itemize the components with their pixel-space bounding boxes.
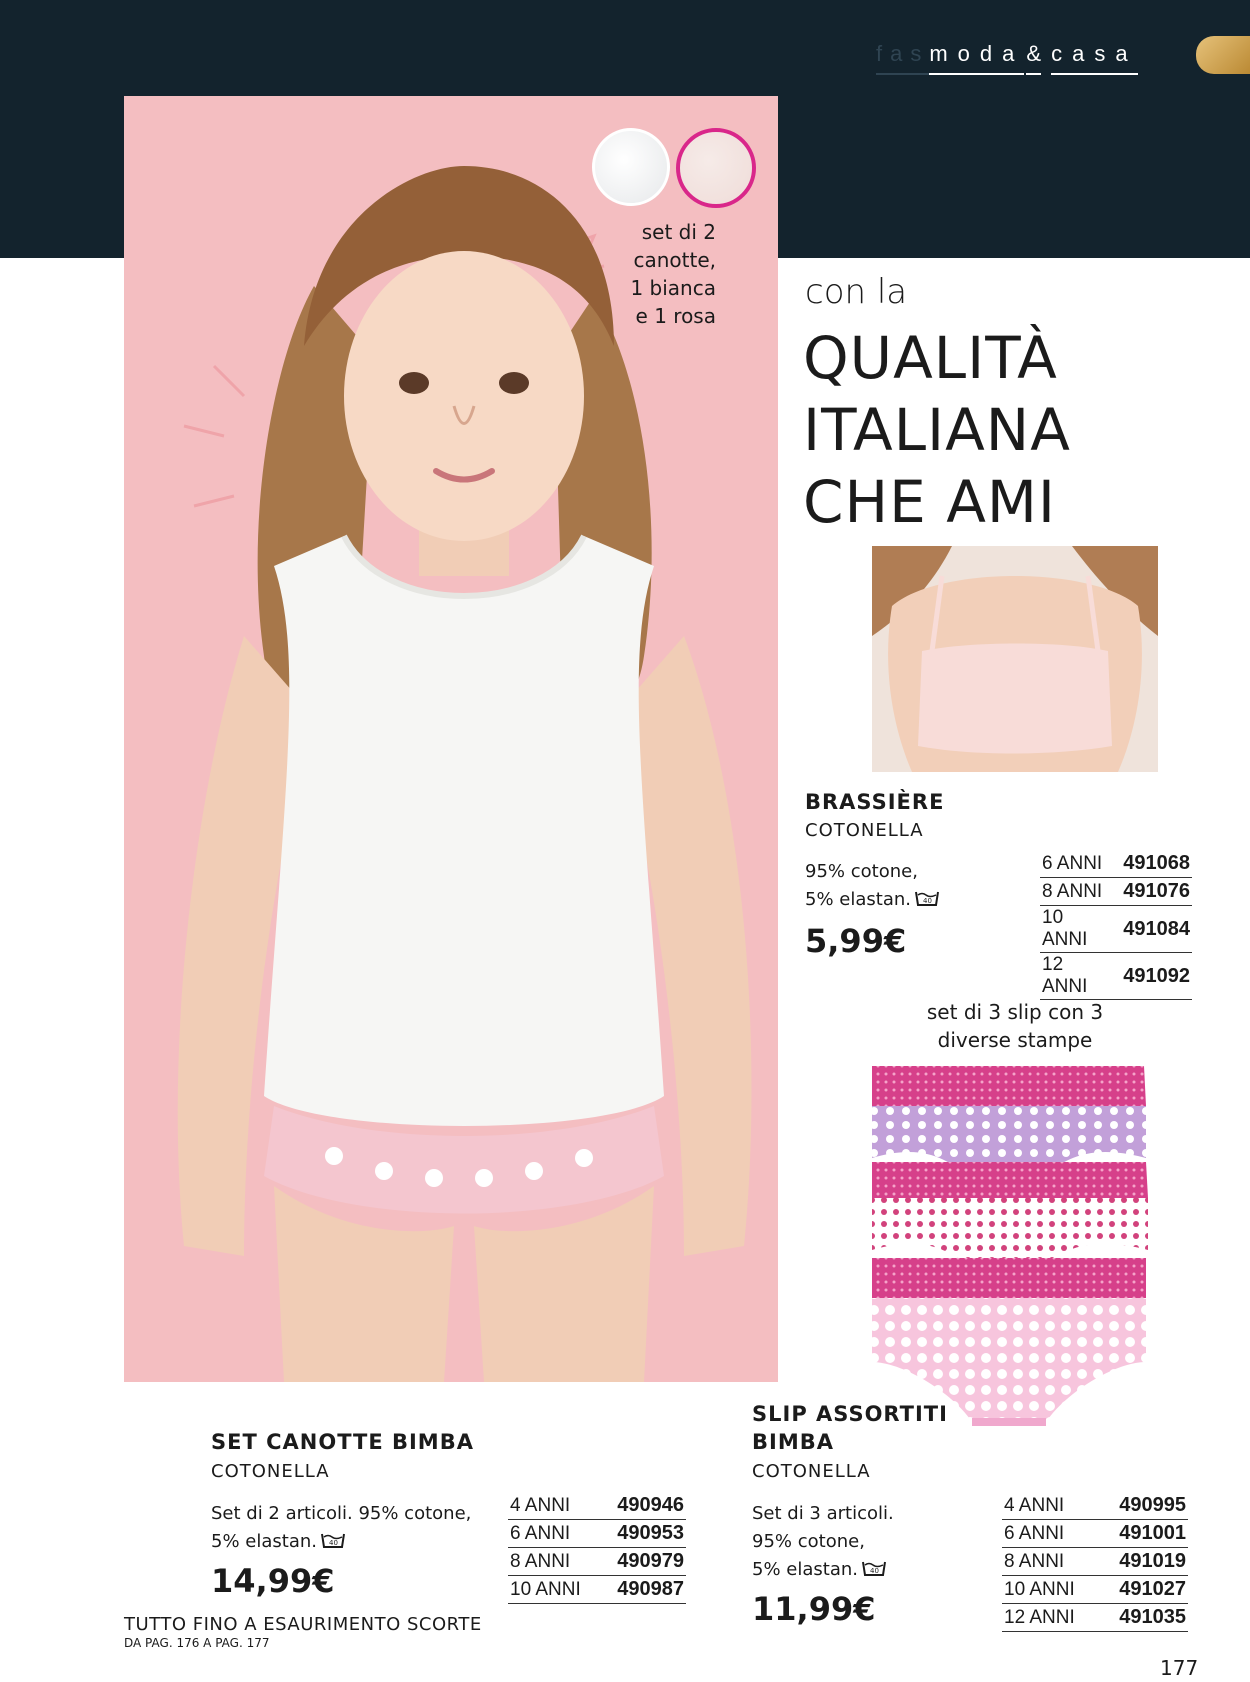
headline-line: CHE AMI [803, 468, 1057, 536]
slip-set-caption [900, 998, 1130, 1054]
gold-tab-marker [1196, 36, 1250, 74]
table-row [1002, 1520, 1188, 1548]
footer-note: TUTTO FINO A ESAURIMENTO SCORTE [124, 1614, 482, 1635]
table-row [1002, 1604, 1188, 1632]
size-age: 8 ANNI [1002, 1548, 1090, 1576]
nav-casa[interactable]: casa [1051, 41, 1137, 75]
title-line: SLIP ASSORTITI [752, 1402, 948, 1426]
size-code: 491001 [1090, 1520, 1188, 1548]
size-age: 4 ANNI [508, 1492, 592, 1520]
size-code: 490995 [1090, 1492, 1188, 1520]
slip-title [752, 1400, 948, 1456]
brassiere-price: 5,99€ [805, 922, 907, 960]
size-age: 12 ANNI [1040, 953, 1109, 1000]
footer-page-range: DA PAG. 176 A PAG. 177 [124, 1636, 270, 1650]
swatch-caption-line: 1 bianca [630, 276, 716, 300]
size-code: 490987 [592, 1576, 686, 1604]
nav-moda[interactable]: moda [929, 41, 1024, 75]
table-row [1002, 1576, 1188, 1604]
desc-line: Set di 3 articoli. [752, 1503, 894, 1524]
brassiere-photo [872, 546, 1158, 772]
size-code: 491027 [1090, 1576, 1188, 1604]
desc-line: 5% elastan. [752, 1559, 858, 1580]
size-age: 8 ANNI [508, 1548, 592, 1576]
svg-text:40: 40 [328, 1539, 338, 1547]
washing-icon [321, 1531, 345, 1559]
brassiere-size-table [1040, 850, 1192, 1000]
svg-text:40: 40 [869, 1567, 879, 1575]
size-age: 10 ANNI [1002, 1576, 1090, 1604]
table-row [508, 1576, 686, 1604]
size-age: 10 ANNI [1040, 906, 1109, 953]
table-row [1040, 878, 1192, 906]
title-line: BIMBA [752, 1430, 834, 1454]
swatch-caption-line: canotte, [633, 248, 716, 272]
size-age: 8 ANNI [1040, 878, 1109, 906]
caption-line: set di 3 slip con 3 [926, 1000, 1104, 1024]
size-code: 490946 [592, 1492, 686, 1520]
svg-text:40: 40 [922, 897, 932, 905]
slip-price: 11,99€ [752, 1590, 876, 1628]
slip-size-table [1002, 1492, 1188, 1632]
desc-line: 95% cotone, [805, 861, 918, 882]
washing-icon [862, 1559, 886, 1587]
table-row [1002, 1548, 1188, 1576]
page-number: 177 [1160, 1656, 1199, 1680]
brassiere-brand: COTONELLA [805, 820, 924, 841]
canotte-title: SET CANOTTE BIMBA [211, 1430, 474, 1454]
swatch-pink[interactable] [676, 128, 756, 208]
size-age: 6 ANNI [508, 1520, 592, 1548]
size-code: 490979 [592, 1548, 686, 1576]
table-row [1040, 906, 1192, 953]
slip-brand: COTONELLA [752, 1461, 871, 1482]
headline-line: ITALIANA [803, 396, 1071, 464]
headline-intro: con la [805, 272, 908, 312]
washing-icon [915, 889, 939, 917]
size-age: 10 ANNI [508, 1576, 592, 1604]
canotte-brand: COTONELLA [211, 1461, 330, 1482]
headline-title [803, 322, 1071, 538]
swatch-white[interactable] [592, 128, 670, 206]
brassiere-description [805, 858, 939, 917]
size-age: 6 ANNI [1002, 1520, 1090, 1548]
size-age: 4 ANNI [1002, 1492, 1090, 1520]
headline-line: QUALITÀ [803, 324, 1058, 392]
size-code: 491092 [1109, 953, 1192, 1000]
brassiere-illustration [872, 546, 1158, 772]
canotte-price: 14,99€ [211, 1562, 335, 1600]
size-code: 491076 [1109, 878, 1192, 906]
size-code: 491068 [1109, 850, 1192, 878]
swatch-caption-line: e 1 rosa [635, 304, 716, 328]
desc-line: Set di 2 articoli. 95% cotone, [211, 1503, 472, 1524]
swatch-caption-line: set di 2 [641, 220, 716, 244]
desc-line: 5% elastan. [211, 1531, 317, 1552]
table-row [1002, 1492, 1188, 1520]
brassiere-title: BRASSIÈRE [805, 790, 945, 814]
size-age: 6 ANNI [1040, 850, 1109, 878]
canotte-description [211, 1500, 471, 1559]
size-age: 12 ANNI [1002, 1604, 1090, 1632]
canotte-size-table [508, 1492, 686, 1604]
table-row [1040, 953, 1192, 1000]
nav-ampersand: & [1026, 41, 1041, 75]
desc-line: 5% elastan. [805, 889, 911, 910]
slip-description [752, 1500, 894, 1587]
table-row [508, 1492, 686, 1520]
slips-illustration [866, 1062, 1152, 1428]
table-row [508, 1520, 686, 1548]
nav-faded-word: fas [876, 41, 929, 75]
swatch-caption [600, 218, 716, 330]
size-code: 491019 [1090, 1548, 1188, 1576]
slips-photo [866, 1062, 1152, 1428]
size-code: 491084 [1109, 906, 1192, 953]
size-code: 490953 [592, 1520, 686, 1548]
size-code: 491035 [1090, 1604, 1188, 1632]
table-row [1040, 850, 1192, 878]
desc-line: 95% cotone, [752, 1531, 865, 1552]
table-row [508, 1548, 686, 1576]
section-nav [876, 38, 1138, 78]
caption-line: diverse stampe [937, 1028, 1093, 1052]
